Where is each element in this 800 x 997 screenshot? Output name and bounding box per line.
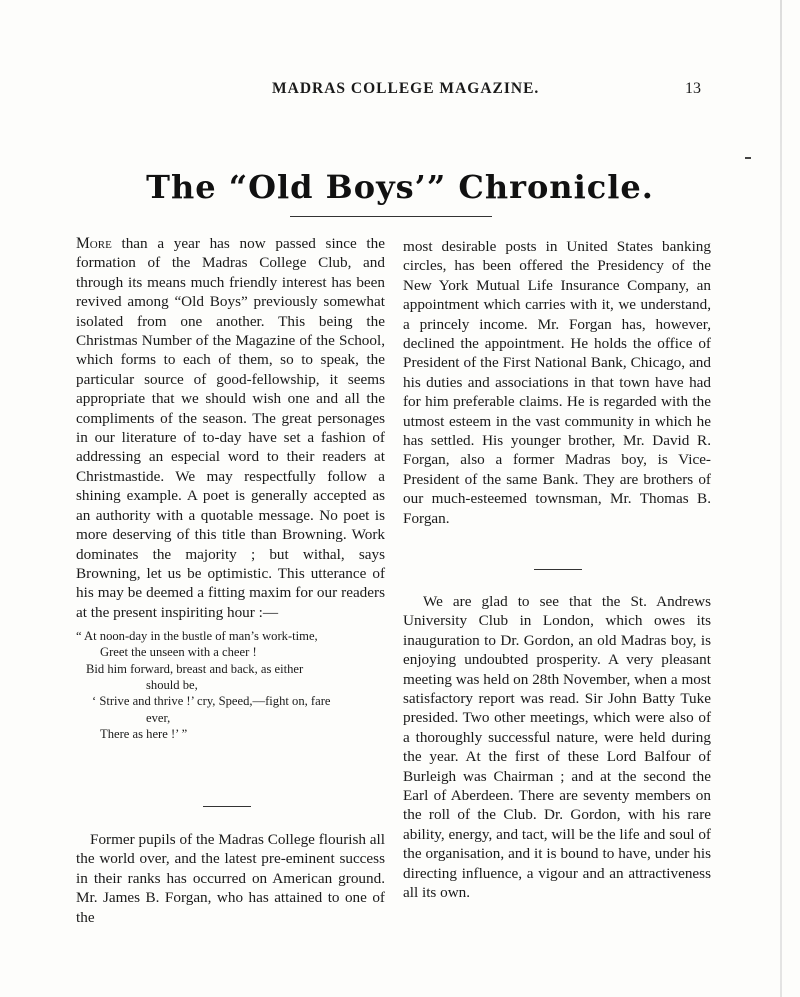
section-divider <box>534 569 582 570</box>
left-paragraph-2: Former pupils of the Madras College flourish all the world over, and the latest pre-eminent success in their ranks has occurred on American ground. Mr. James B. Forgan, who has attained to one of the <box>76 831 385 926</box>
dropcap-word: More <box>76 235 112 252</box>
poem-quote <box>76 628 385 742</box>
left-column-lower <box>76 830 385 927</box>
title-rule <box>290 216 492 217</box>
poem-line: ever, <box>146 710 171 725</box>
right-column-lower <box>403 592 711 903</box>
right-column <box>403 237 711 528</box>
poem-line: ‘ Strive and thrive !’ cry, Speed,—fight on, fare <box>92 694 331 709</box>
poem-line: There as here !’ ” <box>100 726 188 741</box>
left-paragraph-1-text: than a year has now passed since the formation of the Madras College Club, and through its means much friendly interest has been revived among “Old Boys” previously somewhat isolated from one another. This being the Christmas Number of the Magazine of the School, which forms to each of them, so to speak, the particular source of good-fellowship, it seems appropriate that we should wish one and all the compliments of the season. The great personages in our literature of to-day have set a fashion of addressing an especial word to their readers at Christmastide. We may respectfully follow a shining example. A poet is generally accepted as an authority with a quotable message. No poet is more deserving of this title than Browning. Work dominates the majority ; but withal, says Browning, let us be optimistic. This utterance of his may be deemed a fitting maxim for our readers at the present inspiriting hour :— <box>76 235 385 621</box>
right-paragraph-2: We are glad to see that the St. Andrews University Club in London, which owes its inauguration to Dr. Gordon, an old Madras boy, is enjoying undoubted prosperity. A very pleasant meeting was held on 28th November, when a most satisfactory report was read. Sir John Batty Tuke presided. Two other meetings, which were also of a thoroughly successful nature, were held during the year. At the first of these Lord Balfour of Burleigh was Chairman ; and at the second the Earl of Aberdeen. There are seventy members on the roll of the Club. Dr. Gordon, with his rare ability, energy, and tact, will be the life and soul of the organisation, and it is bound to have, under his directing influence, a vigour and an attractiveness all its own. <box>403 593 711 902</box>
left-paragraph-1 <box>76 234 385 622</box>
poem-line: Greet the unseen with a cheer ! <box>100 645 257 660</box>
scan-edge <box>780 0 782 997</box>
right-paragraph-1: most desirable posts in United States banking circles, has been offered the Presidency of the New York Mutual Life Insurance Company, an appointment which carries with it, we understand, a princely income. Mr. Forgan has, however, declined the appointment. He holds the office of President of the First National Bank, Chicago, and his duties and associations in that town have had for him preferable claims. He is regarded with the utmost esteem in the vast community in which he has settled. His younger brother, Mr. David R. Forgan, also a former Madras boy, is Vice-President of the same Bank. They are brothers of our much-esteemed townsman, Mr. Thomas B. Forgan. <box>403 238 711 527</box>
running-title: MADRAS COLLEGE MAGAZINE. <box>272 80 540 97</box>
poem-line: should be, <box>146 678 198 693</box>
running-head <box>0 80 800 102</box>
stray-mark <box>745 157 751 159</box>
section-title: The “Old Boys’” Chronicle. <box>146 168 654 206</box>
page-number: 13 <box>685 80 701 97</box>
poem-line: “ At noon-day in the bustle of man’s work-time, <box>76 629 318 644</box>
left-column <box>76 234 385 742</box>
poem-line: Bid him forward, breast and back, as either <box>86 661 304 676</box>
section-divider <box>203 806 251 807</box>
